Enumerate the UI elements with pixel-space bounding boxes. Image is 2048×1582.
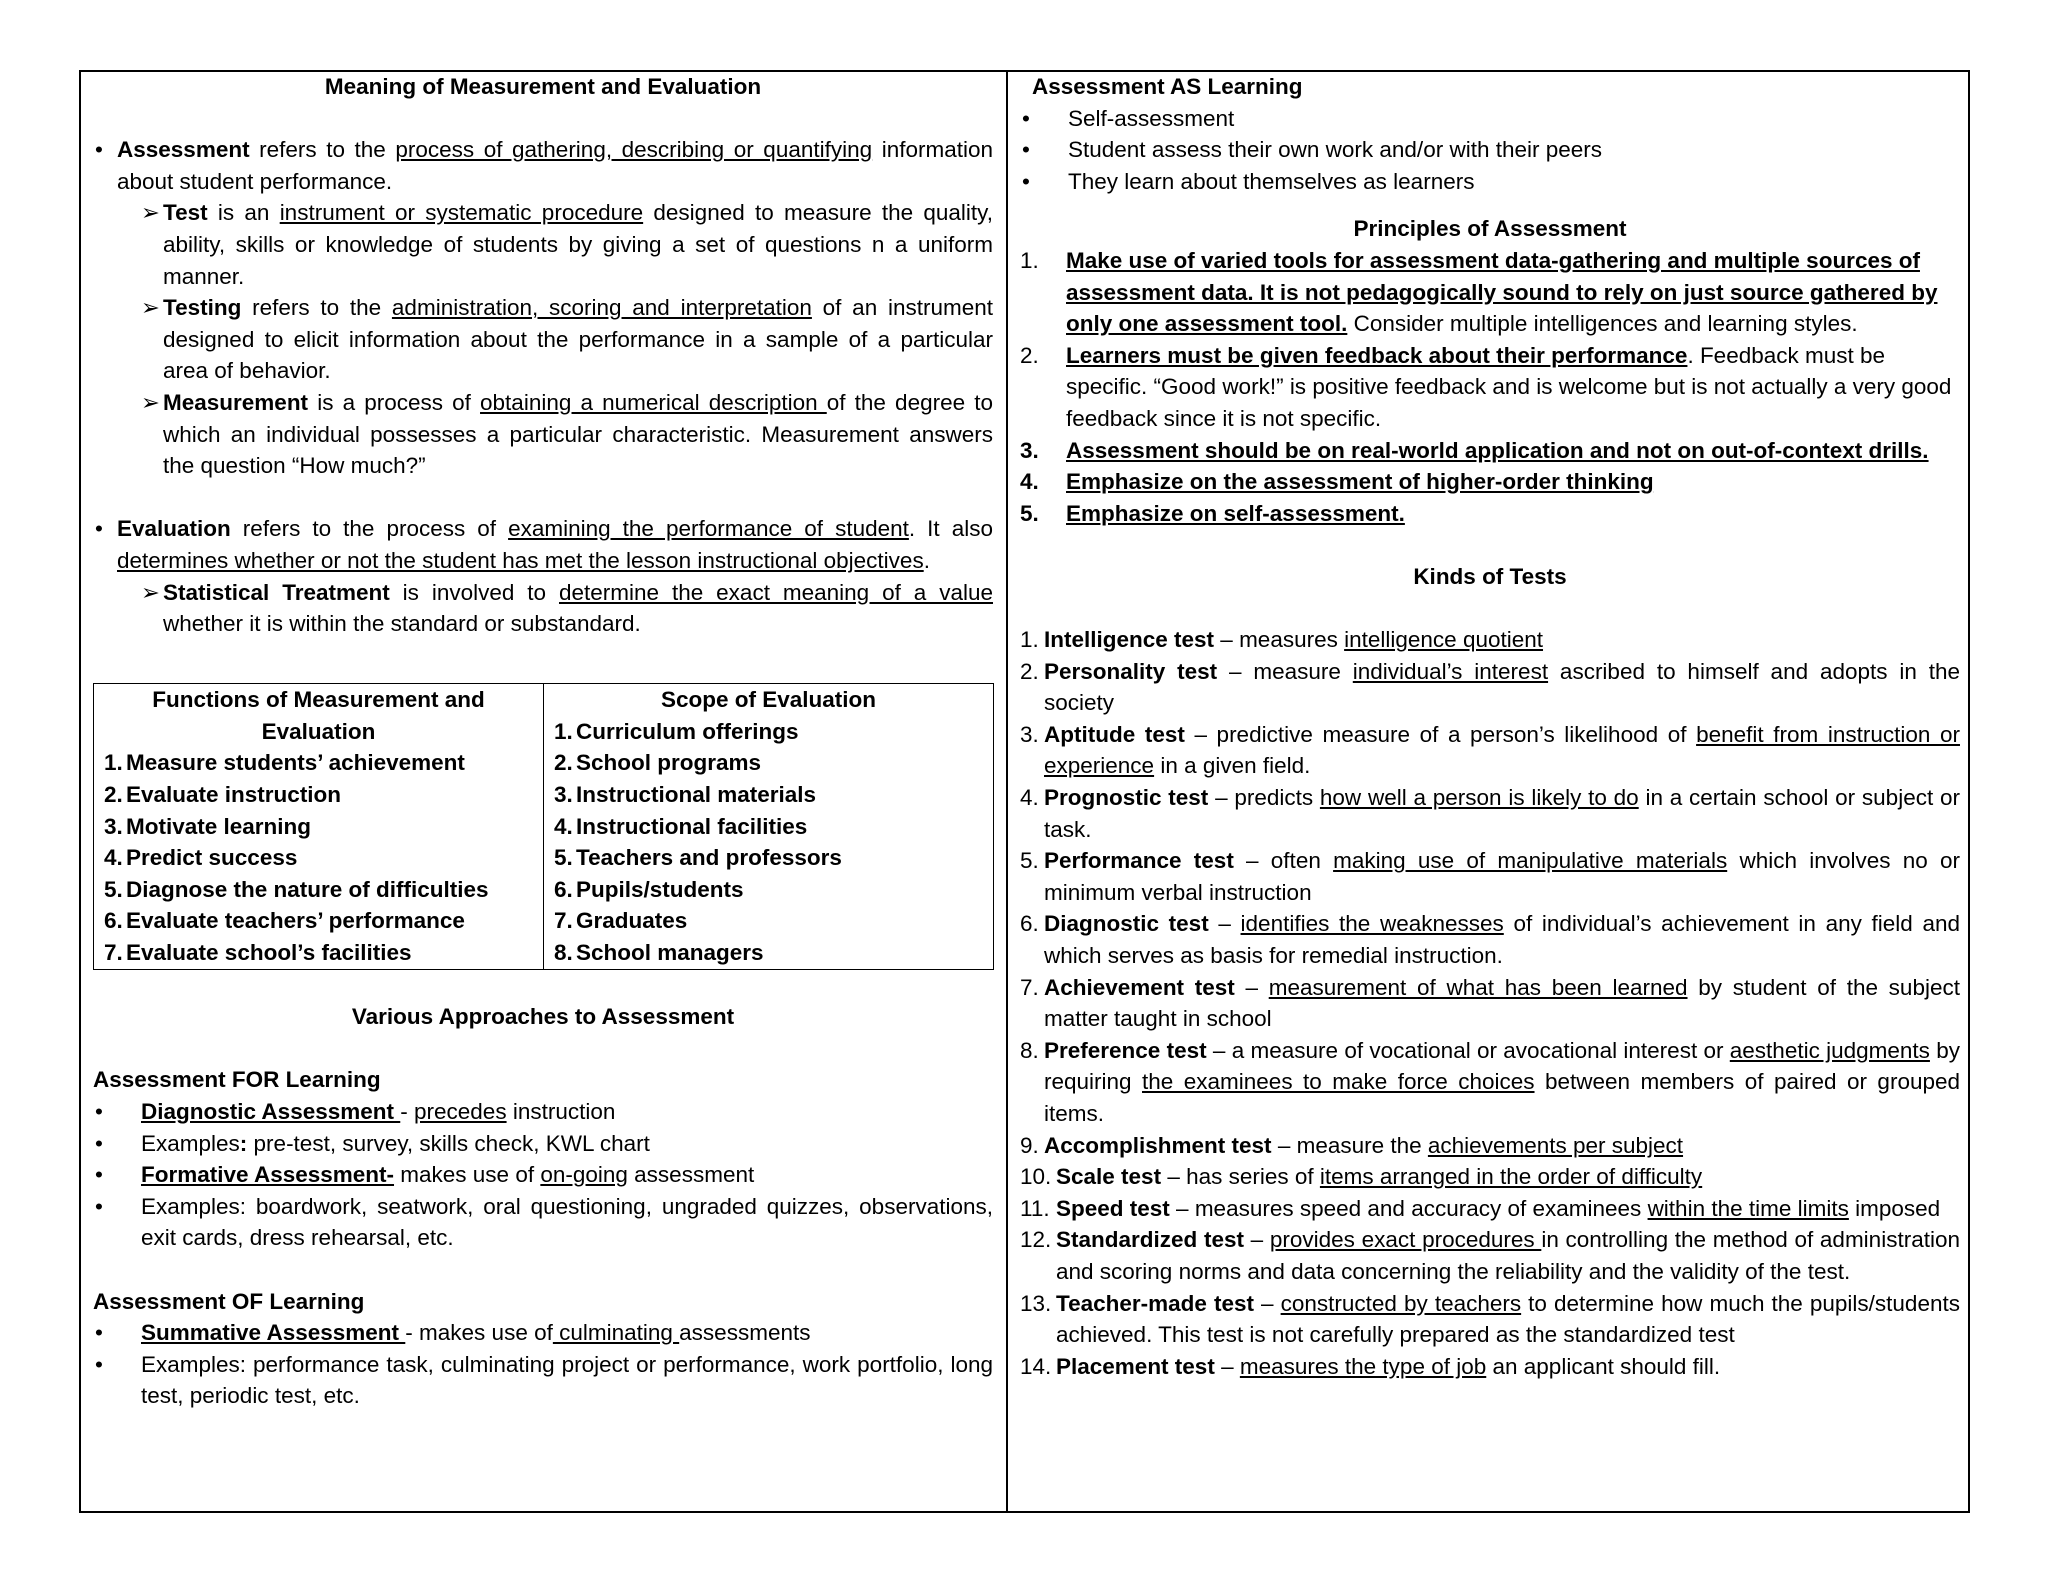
formative-assessment-item: • Formative Assessment- makes use of on-going assessment bbox=[93, 1159, 993, 1191]
principle-item: 1. Make use of varied tools for assessment data-gathering and multiple sources of assessment data. It is not pedagogically sound to rely on just source gathered by only one assessment tool. Consider multiple intelligences and learning styles. bbox=[1020, 247, 1938, 337]
test-kind-item: 11. Speed test – measures speed and accuracy of examinees within the time limits imposed bbox=[1020, 1195, 1941, 1221]
scope-header: Scope of Evaluation bbox=[660, 687, 877, 713]
test-kind-item: 2. Personality test – measure individual’s interest ascribed to himself and adopts in the society bbox=[1020, 658, 1960, 716]
test-kind-item: 8. Preference test – a measure of vocational or avocational interest or aesthetic judgments by requiring the examinees to make force choices between members of paired or grouped items. bbox=[1020, 1037, 1961, 1126]
examples-item: • Examples: boardwork, seatwork, oral questioning, ungraded quizzes, observations, exit cards, dress rehearsal, etc. bbox=[93, 1191, 993, 1254]
scope-item: 5. Teachers and professors bbox=[554, 845, 842, 871]
function-item: 7. Evaluate school’s facilities bbox=[104, 940, 412, 966]
test-kind-item: 12. Standardized test – provides exact procedures in controlling the method of administration and scoring norms and data concerning the reliability and the validity of the test. bbox=[1020, 1227, 1960, 1284]
assessment-of-learning-heading: Assessment OF Learning bbox=[93, 1288, 365, 1314]
function-item: 4. Predict success bbox=[104, 845, 298, 871]
test-kind-item: 6. Diagnostic test – identifies the weaknesses of individual’s achievement in any field and which serves as basis for remedial instruction. bbox=[1020, 911, 1961, 969]
diagnostic-assessment-item: • Diagnostic Assessment - precedes instruction bbox=[93, 1096, 993, 1128]
arrow-bullet-icon: ➢ bbox=[141, 200, 160, 226]
scope-item: 7. Graduates bbox=[554, 908, 688, 934]
arrow-bullet-icon: ➢ bbox=[141, 579, 160, 605]
principle-item: 2. Learners must be given feedback about their performance. Feedback must be specific. “Good work!” is positive feedback and is welcome but is not actually a very good feedback since it is not specific. bbox=[1020, 342, 1952, 431]
scope-item: 4. Instructional facilities bbox=[554, 813, 808, 839]
function-item: 6. Evaluate teachers’ performance bbox=[104, 908, 465, 934]
summative-assessment-item: • Summative Assessment - makes use of culminating assessments bbox=[93, 1317, 993, 1349]
test-kind-item: 3. Aptitude test – predictive measure of a person’s likelihood of benefit from instruction or experience in a given field. bbox=[1020, 721, 1960, 779]
assessment-as-learning-heading: Assessment AS Learning bbox=[1032, 74, 1303, 99]
measurement-definition: ➢ Measurement is a process of obtaining a numerical description of the degree to which an individual possesses a particular characteristic. Measurement answers the question “How much?” bbox=[93, 387, 993, 482]
test-kind-item: 4. Prognostic test – predicts how well a person is likely to do in a certain school or subject or task. bbox=[1020, 785, 1960, 842]
scope-item: 3. Instructional materials bbox=[554, 782, 817, 808]
evaluation-definition: • Evaluation refers to the process of examining the performance of student. It also determines whether or not the student has met the lesson instructional objectives. bbox=[93, 513, 993, 576]
statistical-treatment-definition: ➢ Statistical Treatment is involved to determine the exact meaning of a value whether it is within the standard or substandard. bbox=[93, 577, 993, 640]
function-item: 5. Diagnose the nature of difficulties bbox=[104, 876, 489, 902]
right-column bbox=[1020, 71, 1960, 1382]
arrow-bullet-icon: ➢ bbox=[141, 389, 160, 415]
section-title-kinds: Kinds of Tests bbox=[1413, 563, 1567, 589]
principle-item: 3. Assessment should be on real-world application and not on out-of-context drills. bbox=[1020, 437, 1929, 463]
testing-definition: ➢ Testing refers to the administration, scoring and interpretation of an instrument designed to elicit information about the performance in a sample of a particular area of behavior. bbox=[93, 292, 993, 387]
function-item: 2. Evaluate instruction bbox=[104, 782, 342, 808]
as-learning-item: • They learn about themselves as learners bbox=[1020, 166, 1960, 198]
examples-item: • Examples: pre-test, survey, skills check, KWL chart bbox=[93, 1128, 993, 1160]
scope-cell bbox=[544, 684, 994, 969]
test-kind-item: 5. Performance test – often making use of manipulative materials which involves no or minimum verbal instruction bbox=[1020, 848, 1960, 905]
assessment-for-learning-heading: Assessment FOR Learning bbox=[93, 1067, 381, 1093]
function-item: 1. Measure students’ achievement bbox=[104, 750, 465, 776]
as-learning-item: • Self-assessment bbox=[1020, 103, 1960, 135]
arrow-bullet-icon: ➢ bbox=[141, 295, 160, 321]
section-title-principles: Principles of Assessment bbox=[1353, 216, 1627, 242]
principle-item: 4. Emphasize on the assessment of higher-order thinking bbox=[1020, 469, 1654, 495]
scope-item: 2. School programs bbox=[554, 750, 762, 776]
scope-item: 1. Curriculum offerings bbox=[554, 718, 799, 744]
scope-item: 8. School managers bbox=[554, 940, 764, 966]
test-kind-item: 13. Teacher-made test – constructed by teachers to determine how much the pupils/students achieved. This test is not carefully prepared as the standardized test bbox=[1020, 1290, 1960, 1348]
test-kind-item: 7. Achievement test – measurement of what has been learned by student of the subject matter taught in school bbox=[1020, 974, 1960, 1032]
as-learning-item: • Student assess their own work and/or with their peers bbox=[1020, 134, 1960, 166]
test-kind-item: 9. Accomplishment test – measure the achievements per subject bbox=[1020, 1132, 1684, 1158]
column-divider bbox=[1006, 70, 1008, 1513]
functions-cell bbox=[94, 684, 544, 969]
test-kind-item: 10. Scale test – has series of items arranged in the order of difficulty bbox=[1020, 1164, 1703, 1190]
assessment-definition: • Assessment refers to the process of gathering, describing or quantifying information about student performance. bbox=[93, 134, 993, 197]
principle-item: 5. Emphasize on self-assessment. bbox=[1020, 500, 1405, 526]
functions-scope-table bbox=[93, 683, 994, 969]
test-kind-item: 1. Intelligence test – measures intelligence quotient bbox=[1020, 627, 1544, 653]
examples-item: • Examples: performance task, culminating project or performance, work portfolio, long test, periodic test, etc. bbox=[93, 1349, 993, 1412]
test-kind-item: 14. Placement test – measures the type of job an applicant should fill. bbox=[1020, 1353, 1721, 1379]
functions-header: Functions of Measurement and Evaluation bbox=[152, 687, 485, 744]
section-title-approaches: Various Approaches to Assessment bbox=[351, 1004, 735, 1030]
section-title-meaning: Meaning of Measurement and Evaluation bbox=[324, 74, 762, 99]
test-definition: ➢ Test is an instrument or systematic procedure designed to measure the quality, ability, skills or knowledge of students by giving a set of questions n a uniform manner. bbox=[93, 197, 993, 292]
kinds-of-tests-list bbox=[1020, 624, 1960, 1382]
function-item: 3. Motivate learning bbox=[104, 813, 312, 839]
left-column bbox=[93, 71, 993, 1412]
scope-item: 6. Pupils/students bbox=[554, 876, 744, 902]
